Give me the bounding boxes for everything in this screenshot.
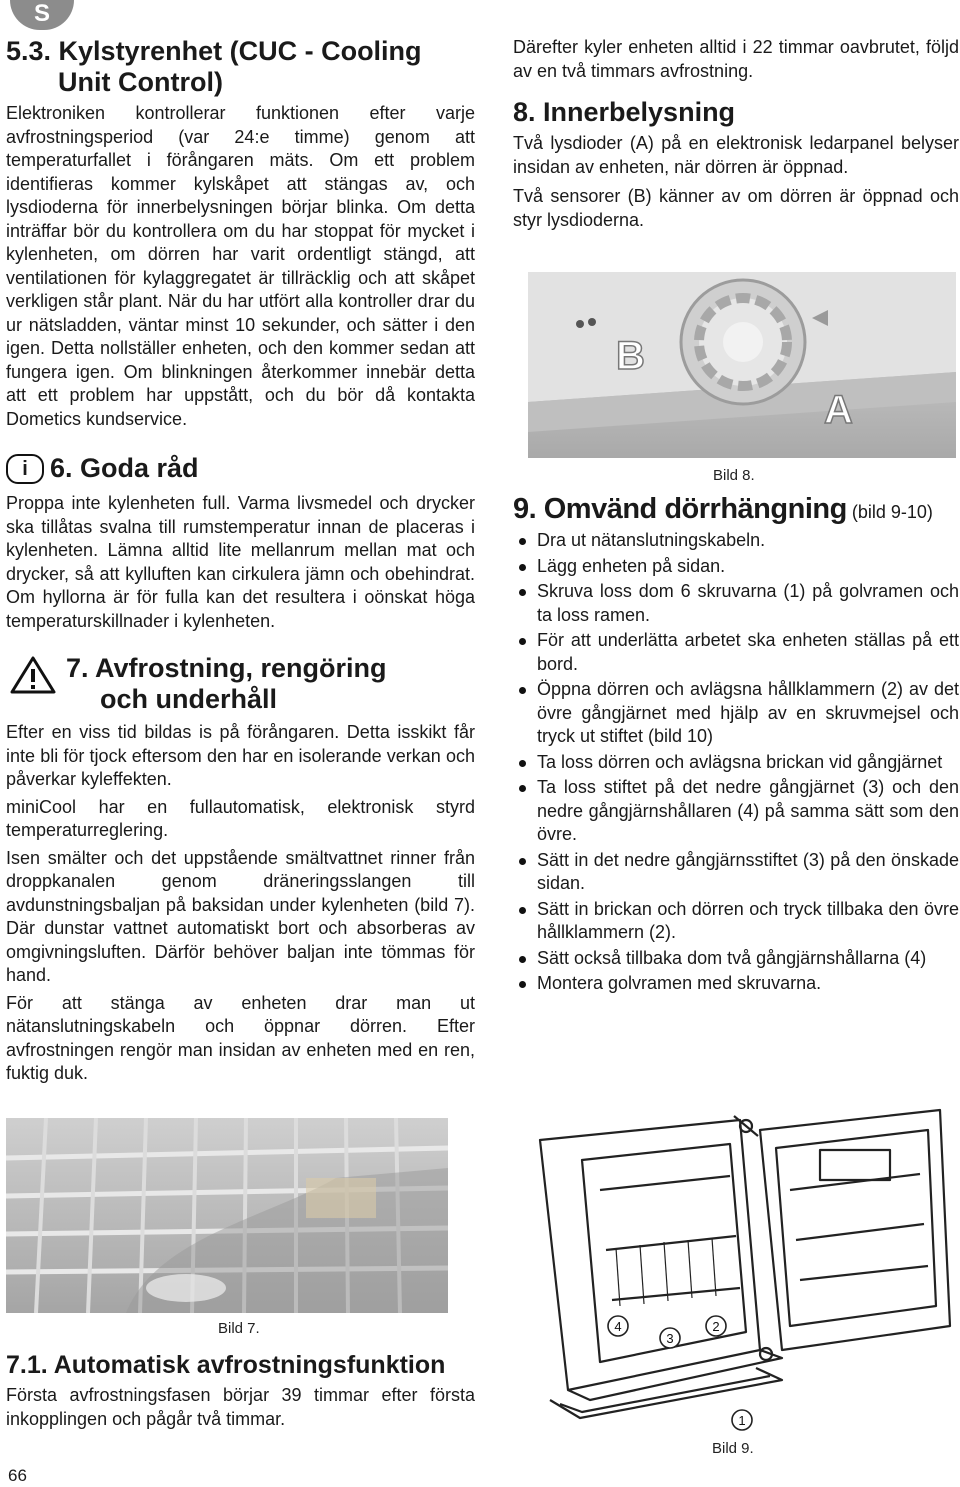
list-item: Ta loss dörren och avlägsna brickan vid gångjärnet	[513, 751, 959, 775]
caption-bild-9: Bild 9.	[712, 1440, 754, 1457]
list-item: För att underlätta arbetet ska enheten ställas på ett bord.	[513, 629, 959, 676]
label-b: B	[616, 334, 645, 378]
caption-bild-7: Bild 7.	[218, 1320, 260, 1337]
section-7-paragraph-3: Isen smälter och det uppstående smältvattnet rinner från droppkanalen genom dräneringsslangen till avdunstningsbaljan på baksidan under kylenheten (bild 7). Där dunstar vattnet automatiskt bort och absorberas av omgivningsluften. Därför behöver baljan inte tömmas för hand.	[6, 847, 475, 985]
label-a: A	[824, 388, 853, 432]
callout-4: 4	[614, 1319, 622, 1334]
section-7-1	[6, 1350, 475, 1431]
list-item: Lägg enheten på sidan.	[513, 555, 959, 579]
list-item: Dra ut nätanslutningskabeln.	[513, 529, 959, 553]
list-item: Sätt också tillbaka dom två gångjärnshållarna (4)	[513, 947, 959, 971]
section-5-3-body: Elektroniken kontrollerar funktionen efter varje avfrostningsperiod (var 24:e timme) genom att temperaturfallet i förångaren mäts. Om ett problem identifieras kommer kylskåpet att stängas av, och lysdioderna för innerbelysningen börjar blinka. Om detta inträffar bör du kontrollera om du har stoppat för mycket i kylenheten, om dörren har varit ordentligt stängd, att ventilationen för kylaggregatet är tillräcklig och att skåpet verkligen står plant. När du har utfört alla kontroller drar du ur nätsladden, väntar minst 10 sekunder, och sätter i den igen. Detta nollställer enheten, och den kommer sedan att fungera igen. Om blinkningen återkommer innebär detta att ett problem har uppstått, och du bör då kontakta Dometics kundservice.	[6, 103, 475, 429]
callout-3: 3	[666, 1331, 674, 1346]
list-item: Montera golvramen med skruvarna.	[513, 972, 959, 996]
language-badge: S	[10, 0, 74, 30]
section-9	[513, 494, 959, 998]
section-6-title: i 6. Goda råd	[6, 453, 475, 484]
list-item: Öppna dörren och avlägsna hållklammern (2) av det övre gångjärnet med hjälp av en skruvmejsel och tryck ut stiftet (bild 10)	[513, 678, 959, 749]
defrost-cycle-text: Därefter kyler enheten alltid i 22 timmar oavbrutet, följd av en två timmars avfrostning.	[513, 37, 959, 81]
page-number: 66	[8, 1466, 27, 1485]
callout-1: 1	[738, 1413, 746, 1428]
diagram-door-reversal	[520, 1100, 958, 1440]
left-column	[6, 36, 475, 1086]
list-item: Ta loss stiftet på det nedre gångjärnet (3) och den nedre gångjärnshållaren (4) på samma sätt som den övre.	[513, 776, 959, 847]
photo-interior-light	[528, 272, 956, 458]
right-column	[513, 36, 959, 232]
section-7-paragraph-2: miniCool har en fullautomatisk, elektronisk styrd temperaturreglering.	[6, 796, 475, 840]
caption-bild-8: Bild 8.	[713, 467, 755, 484]
section-7-paragraph-1: Efter en viss tid bildas is på förångaren. Detta isskikt får inte bli för tjock eftersom den har en isolerande verkan och påverkar kyleffekten.	[6, 722, 475, 789]
section-6-body: Proppa inte kylenheten full. Varma livsmedel och drycker ska tillåtas svalna till rumstemperatur innan de placeras i kylenheten. Lämna alltid lite mellanrum mellan mat och drycker, så att kylluften kan cirkulera jämn och obehindrat. Om hyllorna är för fulla kan det resultera i oönskat höga temperaturskillnader i kylenheten.	[6, 493, 475, 631]
section-7-paragraph-4: För att stänga av enheten drar man ut nätanslutningskabeln och öppnar dörren. Efter avfrostningen rengör man insidan av enheten med en ren, fuktig duk.	[6, 992, 475, 1083]
info-icon: i	[6, 454, 44, 484]
list-item: Skruva loss dom 6 skruvarna (1) på golvramen och ta loss ramen.	[513, 580, 959, 627]
section-8-title: 8. Innerbelysning	[513, 97, 736, 127]
section-9-title: 9. Omvänd dörrhängning (bild 9-10)	[513, 493, 933, 525]
steps-list	[513, 529, 959, 996]
section-9-figure-ref: (bild 9-10)	[851, 502, 933, 522]
section-8-paragraph-2: Två sensorer (B) känner av om dörren är öppnad och styr lysdioderna.	[513, 186, 959, 230]
callout-2: 2	[712, 1319, 720, 1334]
list-item: Sätt in brickan och dörren och tryck tillbaka den övre hållklammern (2).	[513, 898, 959, 945]
section-7-1-title: 7.1. Automatisk avfrostningsfunktion	[6, 1351, 446, 1379]
section-5-3-title: 5.3. Kylstyrenhet (CUC - Cooling Unit Control)	[6, 36, 422, 97]
section-7-1-body: Första avfrostningsfasen börjar 39 timmar efter första inkopplingen och pågår två timmar.	[6, 1385, 475, 1429]
section-7-title: 7. Avfrostning, rengöring och underhåll	[6, 653, 475, 715]
list-item: Sätt in det nedre gångjärnsstiftet (3) på den önskade sidan.	[513, 849, 959, 896]
warning-icon	[10, 655, 56, 695]
section-8-paragraph-1: Två lysdioder (A) på en elektronisk ledarpanel belyser insidan av enheten, när dörren är öppnad.	[513, 133, 959, 177]
photo-evaporation-tray	[6, 1118, 448, 1313]
